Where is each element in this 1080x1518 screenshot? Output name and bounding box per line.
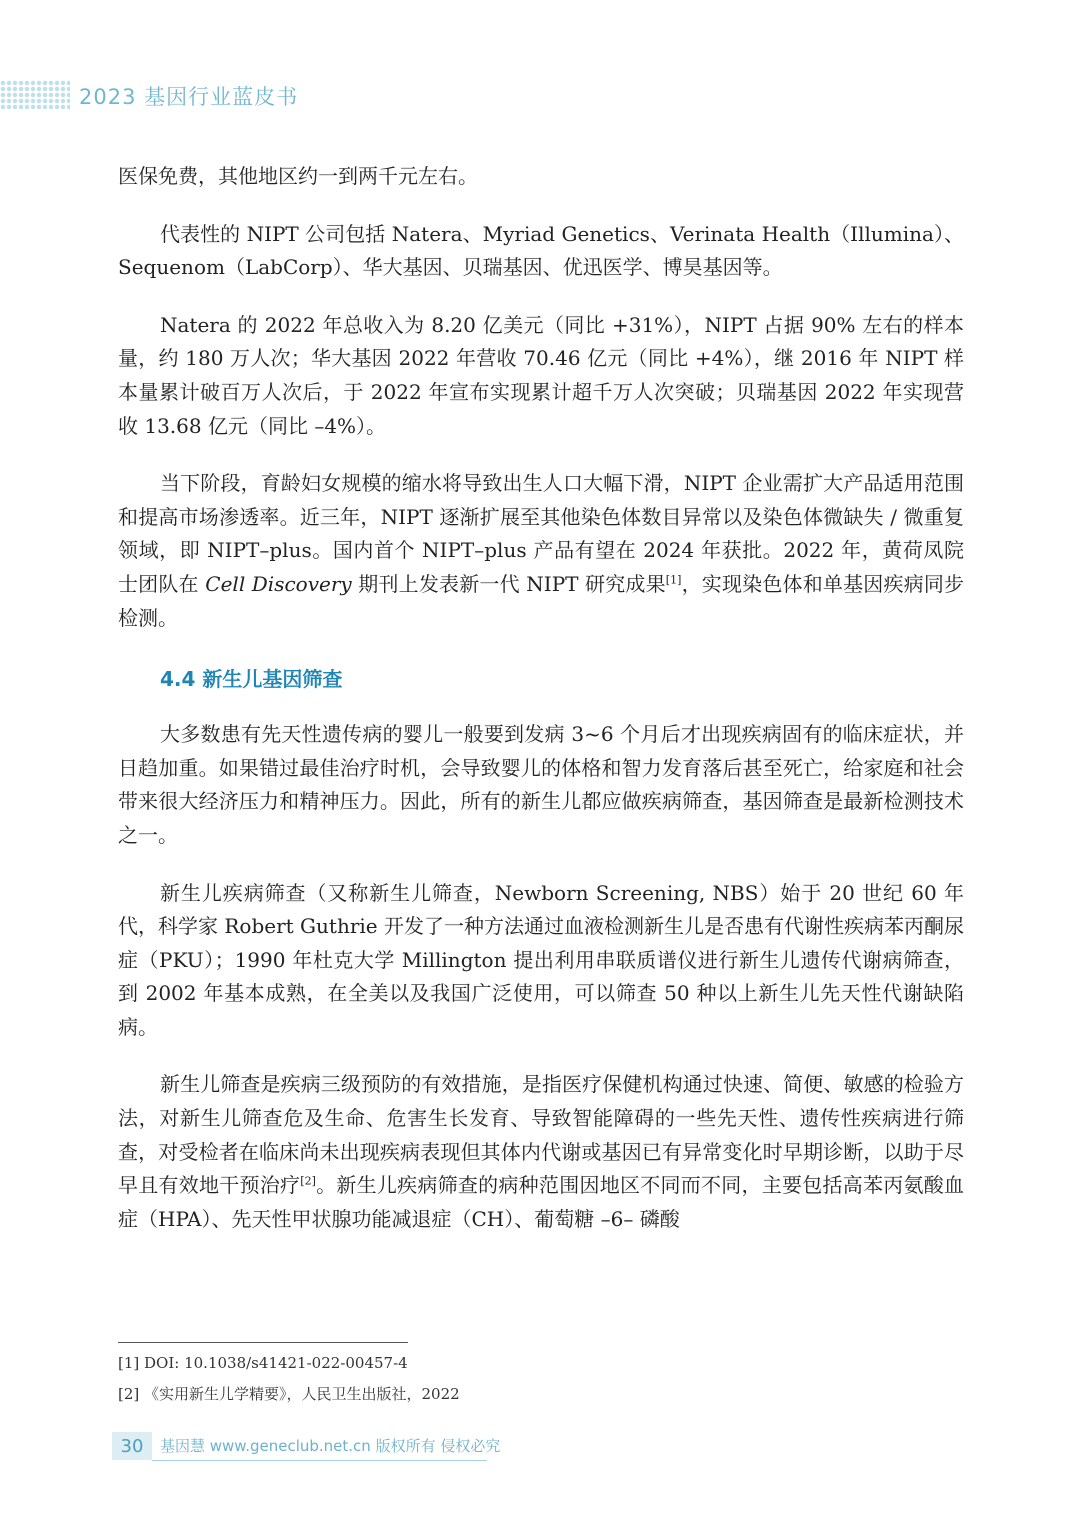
journal-name: Cell Discovery [205,571,352,596]
paragraph-6: 新生儿疾病筛查（又称新生儿筛查，Newborn Screening, NBS）始于 20 世纪 60 年代，科学家 Robert Guthrie 开发了一种方法通过血液检测新生儿是否患有代谢性疾病苯丙酮尿症（PKU）；1990 年杜克大学 Millington 提出利用串联质谱仪进行新生儿遗传代谢病筛查，到 2002 年基本成熟，在全美以及我国广泛使用，可以筛查 50 种以上新生儿先天性代谢缺陷病。 [118,880,964,1039]
paragraph-7-text-a: 新生儿筛查是疾病三级预防的有效措施，是指医疗保健机构通过快速、简便、敏感的检验方法，对新生儿筛查危及生命、危害生长发育、导致智能障碍的一些先天性、遗传性疾病进行筛查，对受检者在临床尚未出现疾病表现但其体内代谢或基因已有异常变化时早期诊断，以助于尽早且有效地干预治疗 [118,1072,964,1198]
paragraph-7 [118,1068,964,1236]
header-title: 2023 基因行业蓝皮书 [79,85,299,109]
footnotes [118,1353,964,1415]
page-footer [112,1432,501,1462]
footnote-1: [1] DOI: 10.1038/s41421-022-00457-4 [118,1354,408,1372]
footer-text: 基因慧 www.geneclub.net.cn 版权所有 侵权必究 [160,1437,501,1455]
main-content [118,160,964,1236]
paragraph-7-text-b: 。新生儿疾病筛查的病种范围因地区不同而不同，主要包括高苯丙氨酸血症（HPA）、先天性甲状腺功能减退症（CH）、葡萄糖 –6– 磷酸 [118,1173,965,1231]
footnote-ref-2[interactable]: [2] [300,1174,316,1188]
paragraph-4-text-c: ，实现染色体和单基因疾病同步检测。 [118,571,965,630]
paragraph-4-text-b: 期刊上发表新一代 NIPT 研究成果 [351,571,666,596]
paragraph-3: Natera 的 2022 年总收入为 8.20 亿美元（同比 +31%），NIPT 占据 90% 左右的样本量，约 180 万人次；华大基因 2022 年营收 70.46 亿元（同比 +4%），继 2016 年 NIPT 样本量累计破百万人次后，于 2022 年宣布实现累计超千万人次突破；贝瑞基因 2022 年实现营收 13.68 亿元（同比 –4%）。 [118,312,964,438]
paragraph-1: 医保免费，其他地区约一到两千元左右。 [118,164,478,188]
page-header [0,80,1080,112]
footnote-ref-1[interactable]: [1] [665,573,682,587]
paragraph-2: 代表性的 NIPT 公司包括 Natera、Myriad Genetics、Verinata Health（Illumina）、Sequenom（LabCorp）、华大基因、贝瑞基因、优迅医学、博昊基因等。 [118,221,964,280]
paragraph-5: 大多数患有先天性遗传病的婴儿一般要到发病 3~6 个月后才出现疾病固有的临床症状，并日趋加重。如果错过最佳治疗时机，会导致婴儿的体格和智力发育落后甚至死亡，给家庭和社会带来很大经济压力和精神压力。因此，所有的新生儿都应做疾病筛查，基因筛查是最新检测技术之一。 [118,722,964,847]
footnote-divider [118,1342,408,1343]
footnote-2: [2] 《实用新生儿学精要》，人民卫生出版社，2022 [118,1385,460,1403]
paragraph-4-text-a: 当下阶段，育龄妇女规模的缩水将导致出生人口大幅下滑，NIPT 企业需扩大产品适用范围和提高市场渗透率。近三年，NIPT 逐渐扩展至其他染色体数目异常以及染色体微缺失 / 微重复领域，即 NIPT–plus。国内首个 NIPT–plus 产品有望在 2024 年获批。2022 年，黄荷凤院士团队在 [118,471,964,596]
paragraph-4 [118,467,964,635]
section-heading: 4.4 新生儿基因筛查 [160,667,343,692]
page-number: 30 [112,1432,152,1460]
header-dot-pattern [0,80,70,110]
footer-rule [152,1460,487,1461]
